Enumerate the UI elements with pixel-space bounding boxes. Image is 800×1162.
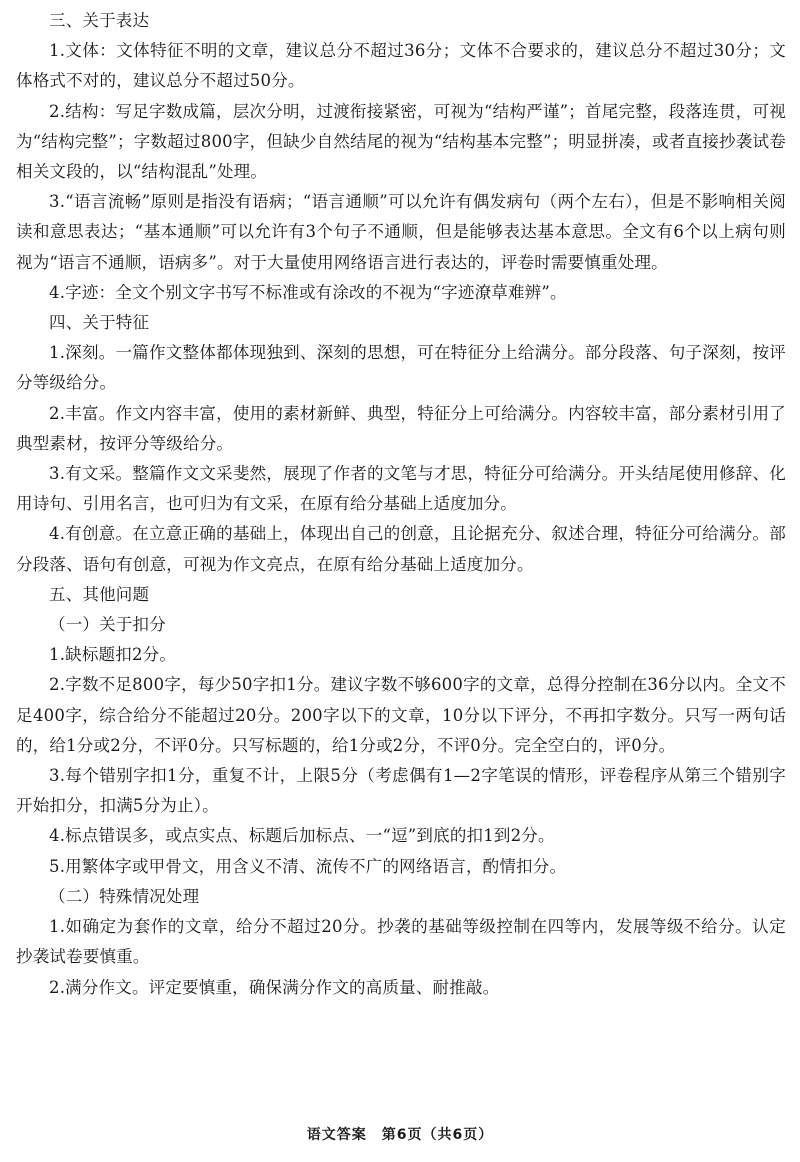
paragraph-creativity: 4.有创意。在立意正确的基础上，体现出自己的创意，且论据充分、叙述合理，特征分可给满分。部分段落、语句有创意，可视为作文亮点，在原有给分基础上适度加分。	[16, 524, 786, 574]
paragraph-handwriting: 4.字迹：全文个别文字书写不标准或有涂改的不视为“字迹潦草难辨”。	[49, 282, 567, 302]
section-heading-other: 五、其他问题	[49, 584, 150, 604]
paragraph-missing-title: 1.缺标题扣2分。	[49, 645, 177, 665]
document-body	[16, 6, 786, 1003]
section-heading-features: 四、关于特征	[49, 313, 150, 333]
paragraph-plagiarism: 1.如确定为套作的文章，给分不超过20分。抄袭的基础等级控制在四等内，发展等级不给分。认定抄袭试卷要慎重。	[16, 917, 786, 967]
subheading-deductions: （一）关于扣分	[49, 615, 166, 635]
paragraph-richness: 2.丰富。作文内容丰富，使用的素材新鲜、典型，特征分上可给满分。内容较丰富，部分素材引用了典型素材，按评分等级给分。	[16, 403, 786, 453]
paragraph-genre: 1.文体：文体特征不明的文章，建议总分不超过36分；文体不合要求的，建议总分不超过30分；文体格式不对的，建议总分不超过50分。	[16, 41, 786, 91]
paragraph-full-score: 2.满分作文。评定要慎重，确保满分作文的高质量、耐推敲。	[49, 977, 500, 997]
section-heading-expression: 三、关于表达	[49, 11, 150, 30]
subheading-special-cases: （二）特殊情况处理	[49, 886, 200, 906]
paragraph-depth: 1.深刻。一篇作文整体都体现独到、深刻的思想，可在特征分上给满分。部分段落、句子深刻，按评分等级给分。	[16, 343, 786, 393]
paragraph-typos: 3.每个错别字扣1分，重复不计，上限5分（考虑偶有1—2字笔误的情形，评卷程序从第三个错别字开始扣分，扣满5分为止）。	[16, 766, 786, 816]
paragraph-punctuation: 4.标点错误多，或点实点、标题后加标点、一“逗”到底的扣1到2分。	[49, 826, 555, 846]
page-footer: 语文答案 第6页（共6页）	[306, 1127, 494, 1143]
paragraph-traditional-chars: 5.用繁体字或甲骨文，用含义不清、流传不广的网络语言，酌情扣分。	[49, 856, 567, 876]
paragraph-language: 3.“语言流畅”原则是指没有语病；“语言通顺”可以允许有偶发病句（两个左右），但是不影响相关阅读和意思表达；“基本通顺”可以允许有3个句子不通顺，但是能够表达基本意思。全文有6个以上病句则视为“语言不通顺，语病多”。对于大量使用网络语言进行表达的，评卷时需要慎重处理。	[16, 192, 786, 272]
paragraph-literary-grace: 3.有文采。整篇作文文采斐然，展现了作者的文笔与才思，特征分可给满分。开头结尾使用修辞、化用诗句、引用名言，也可归为有文采，在原有给分基础上适度加分。	[16, 464, 786, 514]
paragraph-structure: 2.结构：写足字数成篇，层次分明，过渡衔接紧密，可视为“结构严谨”；首尾完整，段落连贯，可视为“结构完整”；字数超过800字，但缺少自然结尾的视为“结构基本完整”；明显拼凑，或者直接抄袭试卷相关文段的，以“结构混乱”处理。	[16, 101, 786, 182]
paragraph-word-count: 2.字数不足800字，每少50字扣1分。建议字数不够600字的文章，总得分控制在36分以内。全文不足400字，综合给分不能超过20分。200字以下的文章，10分以下评分，不再扣字数分。只写一两句话的，给1分或2分，不评0分。只写标题的，给1分或2分，不评0分。完全空白的，评0分。	[16, 675, 786, 755]
